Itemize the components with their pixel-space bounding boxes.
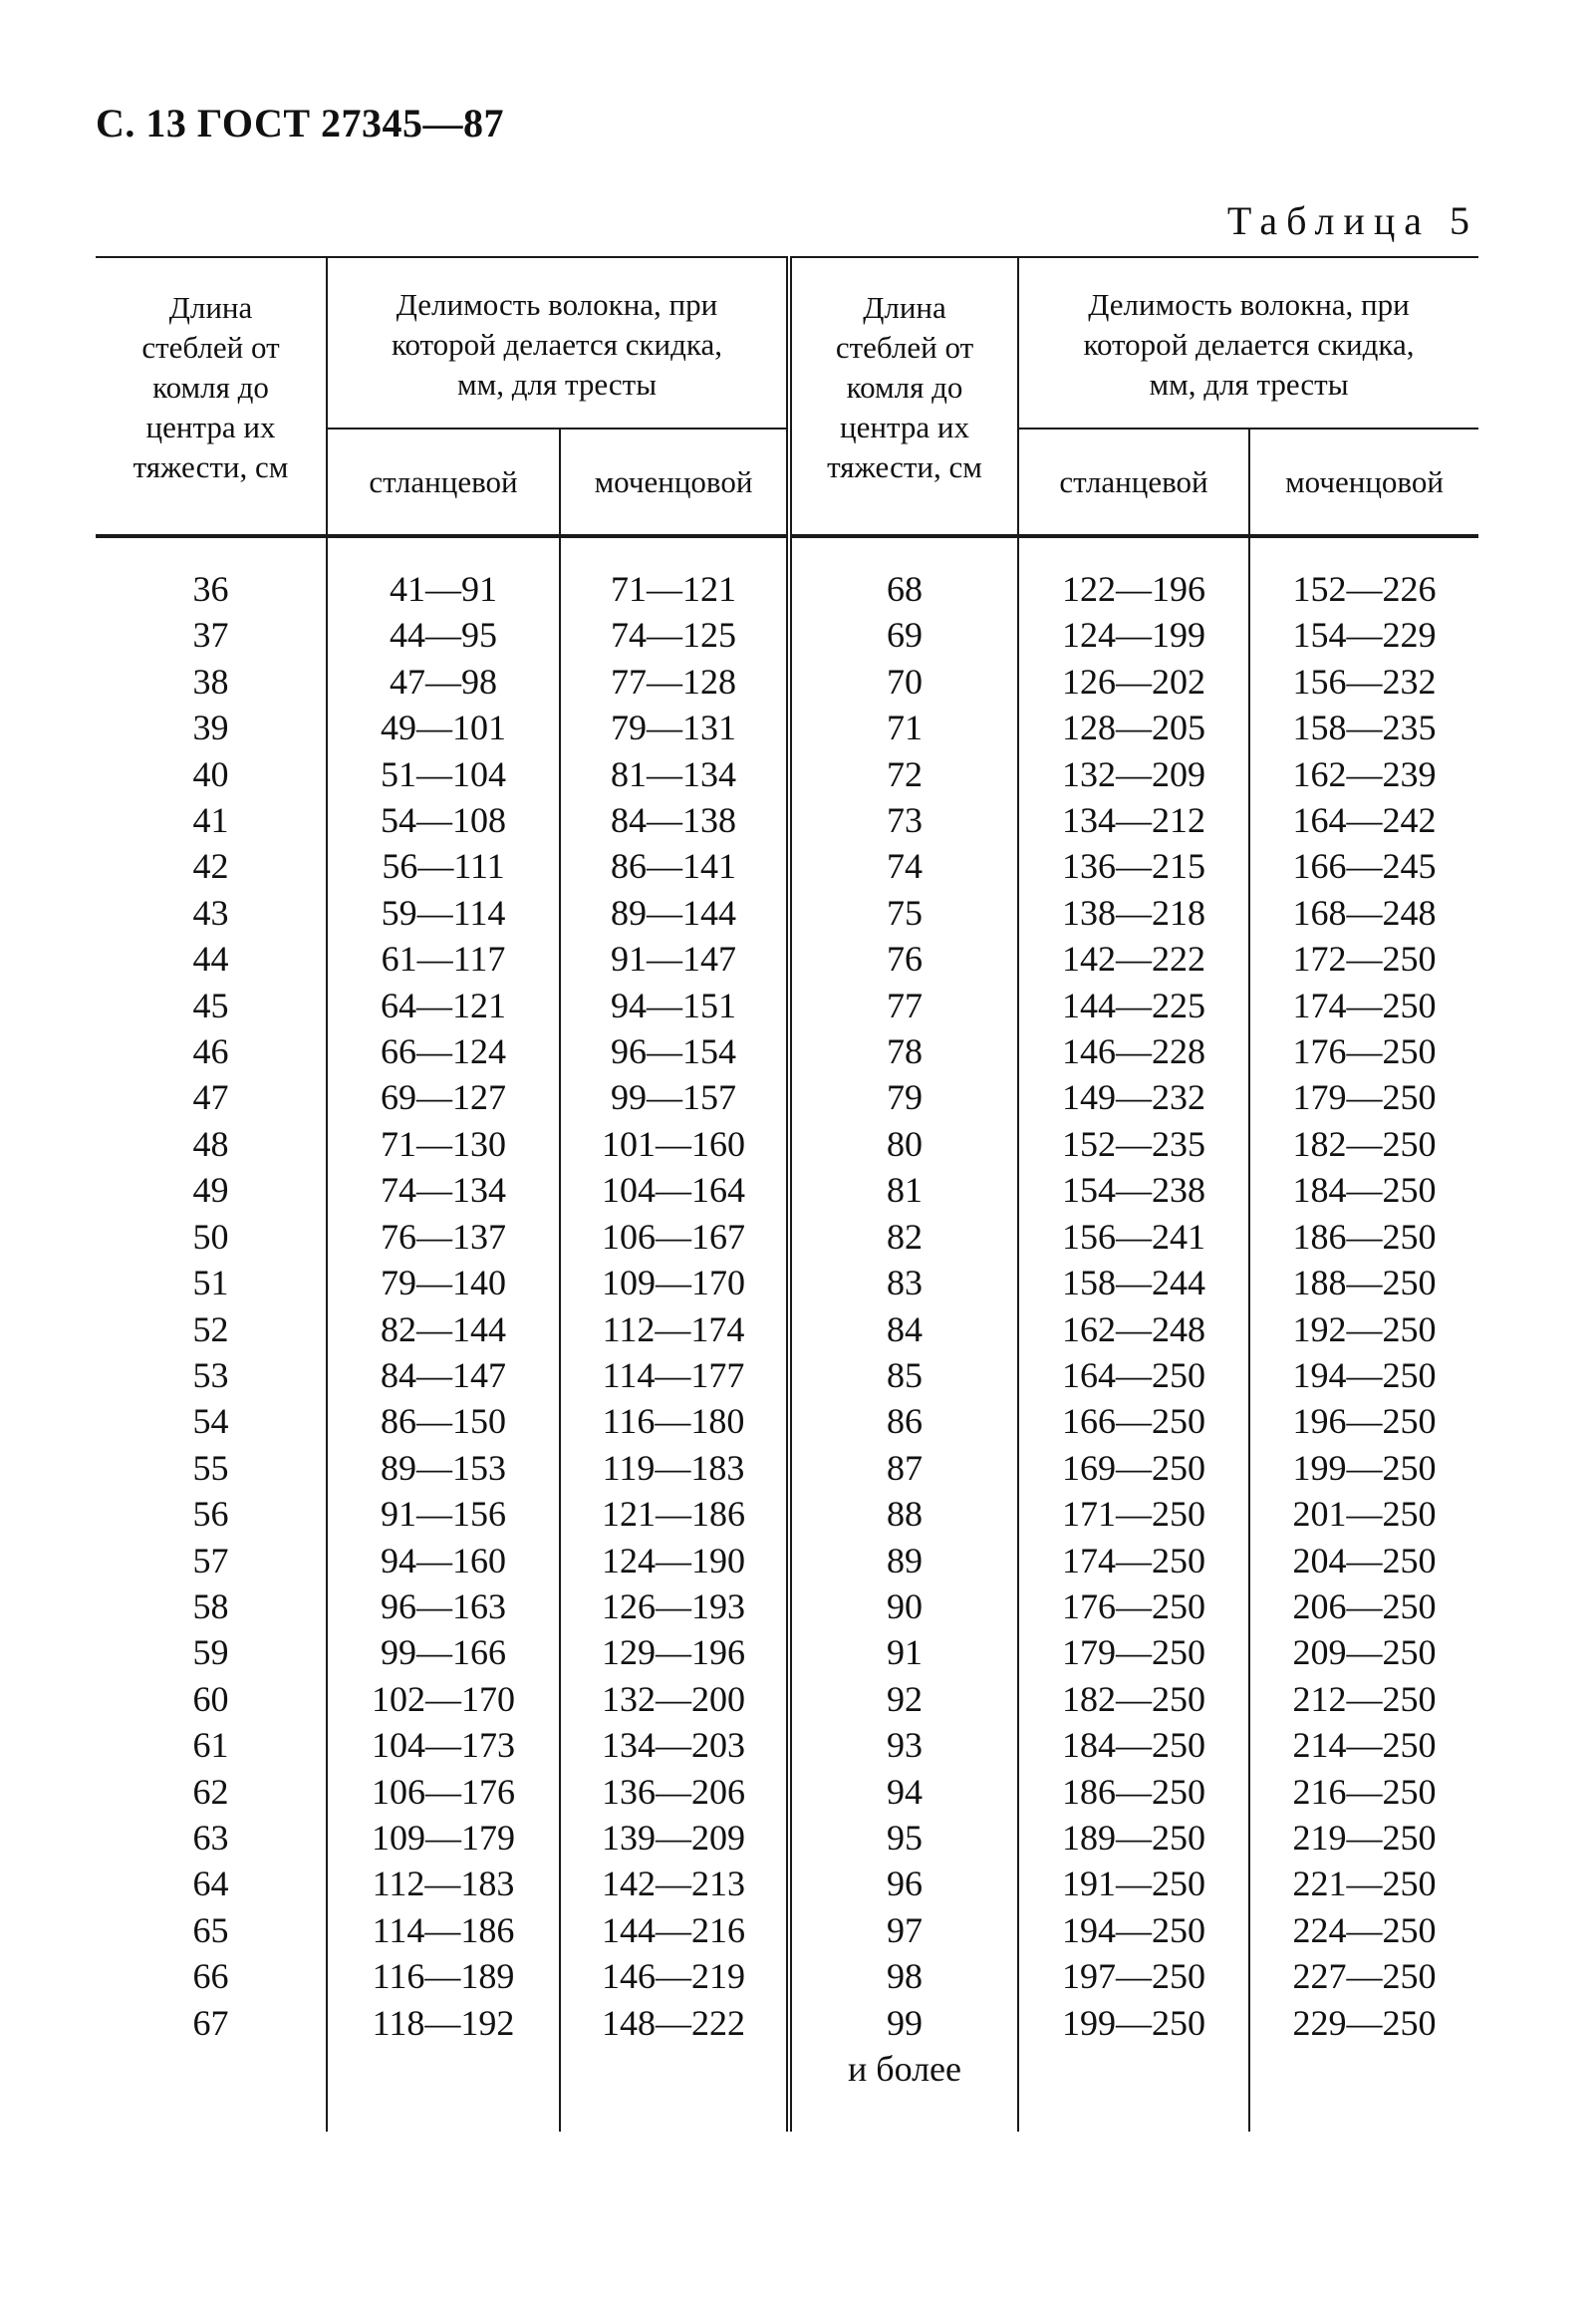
soaked-range-cell: 132—200: [560, 1676, 789, 1722]
soaked-range-cell: 79—131: [560, 705, 789, 750]
stem-length-cell: 53: [192, 1354, 229, 1395]
soaked-range-cell: 206—250: [1249, 1583, 1478, 1629]
stem-length-cell: 44: [192, 939, 229, 980]
soaked-range-cell: 129—196: [560, 1629, 789, 1675]
soaked-range-cell: 201—250: [1249, 1491, 1478, 1537]
stem-length-cell: 37: [192, 615, 229, 656]
retted-range-cell: 74—134: [327, 1167, 560, 1213]
table-body: [96, 536, 1478, 2132]
soaked-range-cell: 212—250: [1249, 1676, 1478, 1722]
soaked-range-cell: 229—250: [1249, 2000, 1478, 2046]
soaked-range-cell: 74—125: [560, 612, 789, 658]
soaked-range-cell: 216—250: [1249, 1769, 1478, 1815]
retted-range-cell: 158—244: [1018, 1260, 1249, 1305]
soaked-range-cell: 192—250: [1249, 1306, 1478, 1352]
divisibility-group-header: [1018, 257, 1478, 429]
stem-length-cell: 58: [192, 1585, 229, 1626]
stem-length-cell: 60: [192, 1678, 229, 1719]
retted-range-cell: 104—173: [327, 1722, 560, 1768]
stem-length-cell: 48: [192, 1123, 229, 1164]
soaked-range-cell: 106—167: [560, 1214, 789, 1260]
retted-range-cell: 126—202: [1018, 659, 1249, 705]
table-row: [96, 1583, 1478, 1629]
table-row-note: [96, 2046, 1478, 2092]
soaked-range-cell: 166—245: [1249, 843, 1478, 889]
table-row: [96, 983, 1478, 1028]
stem-length-cell: 87: [789, 1445, 1018, 1491]
soaked-range-cell: 121—186: [560, 1491, 789, 1537]
stem-length-cell: 77: [789, 983, 1018, 1028]
soaked-range-cell: 172—250: [1249, 936, 1478, 982]
stem-length-cell: 78: [789, 1028, 1018, 1074]
stem-length-cell: 70: [789, 659, 1018, 705]
header-line: стеблей от: [141, 330, 280, 365]
soaked-range-cell: 199—250: [1249, 1445, 1478, 1491]
retted-range-cell: 174—250: [1018, 1538, 1249, 1583]
header-line: Делимость волокна, при: [396, 287, 718, 322]
table-row: [96, 1629, 1478, 1675]
soaked-range-cell: 94—151: [560, 983, 789, 1028]
soaked-range-cell: 168—248: [1249, 890, 1478, 936]
retted-range-cell: 156—241: [1018, 1214, 1249, 1260]
table-row: [96, 751, 1478, 797]
stem-length-cell: 43: [192, 892, 229, 933]
retted-range-cell: 152—235: [1018, 1121, 1249, 1167]
soaked-range-cell: 204—250: [1249, 1538, 1478, 1583]
retted-range-cell: 109—179: [327, 1815, 560, 1861]
stem-length-cell: 91: [789, 1629, 1018, 1675]
length-column-header: [96, 257, 327, 536]
page-header: С. 13 ГОСТ 27345—87: [96, 101, 505, 145]
soaked-range-cell: 112—174: [560, 1306, 789, 1352]
header-line: центра их: [145, 410, 276, 444]
soaked-range-cell: 227—250: [1249, 1953, 1478, 1999]
header-line: комля до: [152, 370, 269, 405]
stem-length-cell: 93: [789, 1722, 1018, 1768]
empty-cell: [1249, 2046, 1478, 2092]
header-line: которой делается скидка,: [1083, 327, 1415, 362]
soaked-range-cell: 126—193: [560, 1583, 789, 1629]
soaked-range-cell: 101—160: [560, 1121, 789, 1167]
retted-range-cell: 199—250: [1018, 2000, 1249, 2046]
retted-range-cell: 59—114: [327, 890, 560, 936]
retted-range-cell: 86—150: [327, 1398, 560, 1444]
stem-length-cell: 98: [789, 1953, 1018, 1999]
stem-length-cell: 76: [789, 936, 1018, 982]
length-column-header: [789, 257, 1018, 536]
soaked-range-cell: 158—235: [1249, 705, 1478, 750]
stem-length-cell: 52: [192, 1308, 229, 1349]
stem-length-cell: 85: [789, 1352, 1018, 1398]
retted-range-cell: 116—189: [327, 1953, 560, 1999]
retted-range-cell: 136—215: [1018, 843, 1249, 889]
header-line: тяжести, см: [133, 449, 289, 484]
empty-cell: [789, 2092, 1018, 2132]
table-row: [96, 936, 1478, 982]
soaked-range-cell: 77—128: [560, 659, 789, 705]
stem-length-cell: 73: [789, 797, 1018, 843]
retted-range-cell: 114—186: [327, 1907, 560, 1953]
retted-range-cell: 179—250: [1018, 1629, 1249, 1675]
stem-length-cell: 74: [789, 843, 1018, 889]
table-container: [96, 256, 1478, 2132]
table-row: [96, 659, 1478, 705]
stem-length-cell: 68: [789, 536, 1018, 612]
header-line: которой делается скидка,: [391, 327, 723, 362]
retted-range-cell: 89—153: [327, 1445, 560, 1491]
stem-length-cell: 97: [789, 1907, 1018, 1953]
stem-length-cell: 46: [192, 1031, 229, 1072]
retted-range-cell: 94—160: [327, 1538, 560, 1583]
header-line: Делимость волокна, при: [1088, 287, 1410, 322]
retted-range-cell: 79—140: [327, 1260, 560, 1305]
empty-cell: [96, 2092, 327, 2132]
soaked-range-cell: 142—213: [560, 1861, 789, 1906]
retted-range-cell: 164—250: [1018, 1352, 1249, 1398]
retted-range-cell: 99—166: [327, 1629, 560, 1675]
retted-range-cell: 82—144: [327, 1306, 560, 1352]
empty-cell: [1249, 2092, 1478, 2132]
retted-range-cell: 96—163: [327, 1583, 560, 1629]
header-line: мм, для тресты: [456, 367, 658, 402]
empty-cell: [327, 2046, 560, 2092]
stem-length-cell: 90: [789, 1583, 1018, 1629]
header-line: центра их: [840, 410, 969, 444]
soaked-range-cell: 186—250: [1249, 1214, 1478, 1260]
stem-length-cell: 63: [192, 1817, 229, 1858]
retted-range-cell: 47—98: [327, 659, 560, 705]
stem-length-cell: 62: [192, 1771, 229, 1812]
header-line: тяжести, см: [827, 449, 982, 484]
table-row: [96, 1445, 1478, 1491]
retted-range-cell: 186—250: [1018, 1769, 1249, 1815]
retted-range-cell: 189—250: [1018, 1815, 1249, 1861]
empty-cell: [1018, 2046, 1249, 2092]
retted-range-cell: 144—225: [1018, 983, 1249, 1028]
table-row: [96, 1074, 1478, 1120]
soaked-range-cell: 91—147: [560, 936, 789, 982]
soaked-range-cell: 86—141: [560, 843, 789, 889]
stem-length-cell: 36: [192, 569, 229, 609]
retted-range-cell: 54—108: [327, 797, 560, 843]
retted-range-cell: 51—104: [327, 751, 560, 797]
soaked-range-cell: 182—250: [1249, 1121, 1478, 1167]
soaked-subheader: моченцовой: [1249, 429, 1478, 536]
retted-subheader: стланцевой: [1018, 429, 1249, 536]
empty-cell: [96, 2046, 327, 2092]
stem-length-cell: 40: [192, 753, 229, 794]
retted-range-cell: 182—250: [1018, 1676, 1249, 1722]
retted-range-cell: 69—127: [327, 1074, 560, 1120]
retted-range-cell: 197—250: [1018, 1953, 1249, 1999]
soaked-range-cell: 156—232: [1249, 659, 1478, 705]
empty-cell: [560, 2046, 789, 2092]
soaked-range-cell: 146—219: [560, 1953, 789, 1999]
retted-range-cell: 146—228: [1018, 1028, 1249, 1074]
soaked-range-cell: 219—250: [1249, 1815, 1478, 1861]
stem-length-cell: 96: [789, 1861, 1018, 1906]
retted-range-cell: 44—95: [327, 612, 560, 658]
stem-length-cell: 49: [192, 1170, 229, 1211]
table-row: [96, 1953, 1478, 1999]
header-line: стеблей от: [835, 330, 974, 365]
table-row: [96, 1352, 1478, 1398]
stem-length-cell: 84: [789, 1306, 1018, 1352]
stem-length-cell: 41: [192, 800, 229, 841]
stem-length-cell: 47: [192, 1077, 229, 1118]
retted-range-cell: 124—199: [1018, 612, 1249, 658]
empty-cell: [560, 2092, 789, 2132]
soaked-range-cell: 144—216: [560, 1907, 789, 1953]
table-caption: Таблица 5: [1226, 198, 1478, 243]
retted-range-cell: 149—232: [1018, 1074, 1249, 1120]
soaked-range-cell: 209—250: [1249, 1629, 1478, 1675]
retted-range-cell: 41—91: [327, 536, 560, 612]
retted-range-cell: 169—250: [1018, 1445, 1249, 1491]
stem-length-cell: 57: [192, 1540, 229, 1581]
stem-length-cell: 45: [192, 985, 229, 1025]
table-row: [96, 1306, 1478, 1352]
stem-length-cell: 39: [192, 708, 229, 748]
retted-range-cell: 194—250: [1018, 1907, 1249, 1953]
stem-length-cell: 75: [789, 890, 1018, 936]
table-row: [96, 1028, 1478, 1074]
table-row: [96, 1398, 1478, 1444]
stem-length-cell: 55: [192, 1447, 229, 1488]
retted-range-cell: 66—124: [327, 1028, 560, 1074]
stem-length-cell: 65: [192, 1909, 229, 1950]
soaked-range-cell: 184—250: [1249, 1167, 1478, 1213]
retted-range-cell: 56—111: [327, 843, 560, 889]
stem-length-cell: 80: [789, 1121, 1018, 1167]
table-row: [96, 1538, 1478, 1583]
table-row: [96, 843, 1478, 889]
retted-range-cell: 171—250: [1018, 1491, 1249, 1537]
soaked-range-cell: 81—134: [560, 751, 789, 797]
soaked-range-cell: 164—242: [1249, 797, 1478, 843]
retted-range-cell: 84—147: [327, 1352, 560, 1398]
soaked-range-cell: 71—121: [560, 536, 789, 612]
soaked-range-cell: 154—229: [1249, 612, 1478, 658]
stem-length-cell: 94: [789, 1769, 1018, 1815]
soaked-range-cell: 176—250: [1249, 1028, 1478, 1074]
retted-range-cell: 154—238: [1018, 1167, 1249, 1213]
stem-length-cell: 66: [192, 1956, 229, 1997]
table-row: [96, 890, 1478, 936]
soaked-range-cell: 148—222: [560, 2000, 789, 2046]
stem-length-cell: 42: [192, 846, 229, 887]
stem-length-cell: 38: [192, 661, 229, 702]
soaked-range-cell: 119—183: [560, 1445, 789, 1491]
retted-range-cell: 184—250: [1018, 1722, 1249, 1768]
soaked-range-cell: 174—250: [1249, 983, 1478, 1028]
soaked-range-cell: 96—154: [560, 1028, 789, 1074]
header-line: мм, для тресты: [1149, 367, 1349, 402]
stem-length-cell: 64: [192, 1864, 229, 1904]
soaked-range-cell: 162—239: [1249, 751, 1478, 797]
stem-length-cell: 95: [789, 1815, 1018, 1861]
stem-length-cell: 71: [789, 705, 1018, 750]
empty-cell: [327, 2092, 560, 2132]
soaked-range-cell: 116—180: [560, 1398, 789, 1444]
soaked-range-cell: 114—177: [560, 1352, 789, 1398]
stem-length-cell: 88: [789, 1491, 1018, 1537]
header-line: Длина: [863, 290, 946, 325]
retted-range-cell: 191—250: [1018, 1861, 1249, 1906]
soaked-range-cell: 89—144: [560, 890, 789, 936]
table-row: [96, 1769, 1478, 1815]
soaked-range-cell: 109—170: [560, 1260, 789, 1305]
soaked-range-cell: 221—250: [1249, 1861, 1478, 1906]
retted-range-cell: 176—250: [1018, 1583, 1249, 1629]
retted-range-cell: 132—209: [1018, 751, 1249, 797]
retted-range-cell: 76—137: [327, 1214, 560, 1260]
stem-length-cell: 92: [789, 1676, 1018, 1722]
retted-range-cell: 106—176: [327, 1769, 560, 1815]
divisibility-group-header: [327, 257, 789, 429]
table-row: [96, 1214, 1478, 1260]
retted-range-cell: 118—192: [327, 2000, 560, 2046]
retted-range-cell: 166—250: [1018, 1398, 1249, 1444]
soaked-range-cell: 104—164: [560, 1167, 789, 1213]
retted-range-cell: 162—248: [1018, 1306, 1249, 1352]
soaked-range-cell: 136—206: [560, 1769, 789, 1815]
retted-range-cell: 71—130: [327, 1121, 560, 1167]
soaked-range-cell: 224—250: [1249, 1907, 1478, 1953]
table-row: [96, 1260, 1478, 1305]
stem-length-cell: 67: [192, 2002, 229, 2043]
retted-range-cell: 134—212: [1018, 797, 1249, 843]
table-row: [96, 2000, 1478, 2046]
retted-subheader: стланцевой: [327, 429, 560, 536]
soaked-range-cell: 134—203: [560, 1722, 789, 1768]
retted-range-cell: 102—170: [327, 1676, 560, 1722]
stem-length-cell: 89: [789, 1538, 1018, 1583]
stem-length-cell: 79: [789, 1074, 1018, 1120]
retted-range-cell: 49—101: [327, 705, 560, 750]
stem-length-cell: 59: [192, 1632, 229, 1673]
table-row: [96, 612, 1478, 658]
retted-range-cell: 61—117: [327, 936, 560, 982]
soaked-range-cell: 139—209: [560, 1815, 789, 1861]
stem-length-cell: 72: [789, 751, 1018, 797]
retted-range-cell: 138—218: [1018, 890, 1249, 936]
stem-length-cell: 81: [789, 1167, 1018, 1213]
table-row: [96, 1491, 1478, 1537]
soaked-range-cell: 188—250: [1249, 1260, 1478, 1305]
and-more-note: и более: [789, 2046, 1018, 2092]
retted-range-cell: 64—121: [327, 983, 560, 1028]
empty-cell: [1018, 2092, 1249, 2132]
table-row: [96, 536, 1478, 612]
soaked-range-cell: 152—226: [1249, 536, 1478, 612]
header-line: Длина: [168, 290, 253, 325]
table-row: [96, 797, 1478, 843]
retted-range-cell: 112—183: [327, 1861, 560, 1906]
header-line: комля до: [846, 370, 963, 405]
stem-length-cell: 54: [192, 1401, 229, 1442]
stem-length-cell: 51: [192, 1263, 229, 1303]
retted-range-cell: 142—222: [1018, 936, 1249, 982]
soaked-range-cell: 214—250: [1249, 1722, 1478, 1768]
soaked-range-cell: 196—250: [1249, 1398, 1478, 1444]
stem-length-divisibility-table: [96, 256, 1478, 2132]
soaked-range-cell: 84—138: [560, 797, 789, 843]
stem-length-cell: 50: [192, 1216, 229, 1257]
retted-range-cell: 128—205: [1018, 705, 1249, 750]
stem-length-cell: 61: [192, 1725, 229, 1766]
table-row: [96, 1121, 1478, 1167]
table-row: [96, 1907, 1478, 1953]
table-header: [96, 257, 1478, 536]
stem-length-cell: 82: [789, 1214, 1018, 1260]
stem-length-cell: 86: [789, 1398, 1018, 1444]
soaked-range-cell: 124—190: [560, 1538, 789, 1583]
table-row: [96, 705, 1478, 750]
table-row: [96, 1676, 1478, 1722]
stem-length-cell: 56: [192, 1494, 229, 1535]
table-row: [96, 1722, 1478, 1768]
table-row: [96, 1861, 1478, 1906]
soaked-subheader: моченцовой: [560, 429, 789, 536]
soaked-range-cell: 99—157: [560, 1074, 789, 1120]
stem-length-cell: 99: [789, 2000, 1018, 2046]
retted-range-cell: 91—156: [327, 1491, 560, 1537]
stem-length-cell: 83: [789, 1260, 1018, 1305]
soaked-range-cell: 179—250: [1249, 1074, 1478, 1120]
soaked-range-cell: 194—250: [1249, 1352, 1478, 1398]
table-row: [96, 1167, 1478, 1213]
table-filler-row: [96, 2092, 1478, 2132]
table-row: [96, 1815, 1478, 1861]
stem-length-cell: 69: [789, 612, 1018, 658]
retted-range-cell: 122—196: [1018, 536, 1249, 612]
